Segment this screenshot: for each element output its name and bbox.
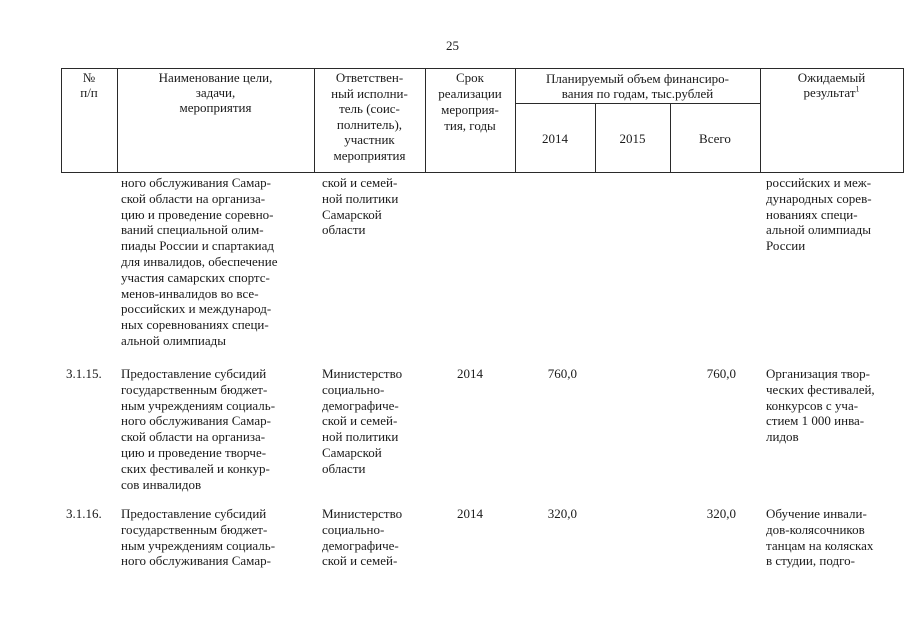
header-bottom-rule: [61, 172, 904, 173]
row-result: Обучение инвали- дов-колясочников танцам на колясках в студии, подго-: [766, 506, 874, 569]
row-responsible: Министерство социально- демографиче- ской и семей- ной политики Самарской области: [322, 366, 403, 476]
header-top-rule: [61, 68, 904, 69]
row-result: Организация твор- ческих фестивалей, конкурсов с уча- стием 1 000 инва- лидов: [766, 366, 875, 445]
row-amount-total: 320,0: [706, 506, 736, 521]
col-border: [903, 68, 904, 173]
row-num: 3.1.16.: [66, 506, 102, 521]
header-year-2015: 2015: [619, 131, 646, 146]
row-amount-total: 760,0: [706, 366, 736, 381]
header-term: Срок реализации мероприя- тия, годы: [438, 70, 502, 133]
header-total: Всего: [699, 131, 731, 146]
header-result: [760, 70, 903, 100]
row-name: ного обслуживания Самар- ской области на организа- цию и проведение соревно- ваний специальной олим- пиады России и спартакиад для инвалидов, обеспечение участия самарских спортс- менов-инвалидов во все- российских и международ- ных соревнованиях специ- альной олимпиады: [121, 175, 278, 348]
header-result-label: Ожидаемый результат: [797, 70, 866, 100]
row-term: 2014: [457, 506, 483, 521]
row-term: 2014: [457, 366, 483, 381]
header-financing: Планируемый объем финансиро- вания по годам, тыс.рублей: [545, 71, 730, 101]
row-num: 3.1.15.: [66, 366, 102, 381]
header-responsible: Ответствен- ный исполни- тель (соис- полнитель), участник мероприятия: [331, 70, 408, 163]
page-number: 25: [446, 38, 459, 53]
row-name: Предоставление субсидий государственным бюджет- ным учреждениям социаль- ного обслуживания Самар- ской области на организа- цию и проведение творче- ских фестивалей и конкур- сов инвалидов: [121, 366, 276, 492]
header-name: Наименование цели, задачи, мероприятия: [158, 70, 273, 115]
footnote-marker: 1: [855, 84, 860, 94]
row-responsible: Министерство социально- демографиче- ской и семей-: [322, 506, 403, 569]
row-responsible: ской и семей- ной политики Самарской области: [322, 175, 399, 238]
header-num: № п/п: [80, 70, 98, 100]
row-amount-2014: 760,0: [547, 366, 577, 381]
row-amount-2014: 320,0: [547, 506, 577, 521]
row-result: российских и меж- дународных сорев- нованиях специ- альной олимпиады России: [766, 175, 872, 254]
header-mid-rule: [515, 103, 760, 104]
row-name: Предоставление субсидий государственным бюджет- ным учреждениям социаль- ного обслуживания Самар-: [121, 506, 276, 569]
header-year-2014: 2014: [542, 131, 568, 146]
